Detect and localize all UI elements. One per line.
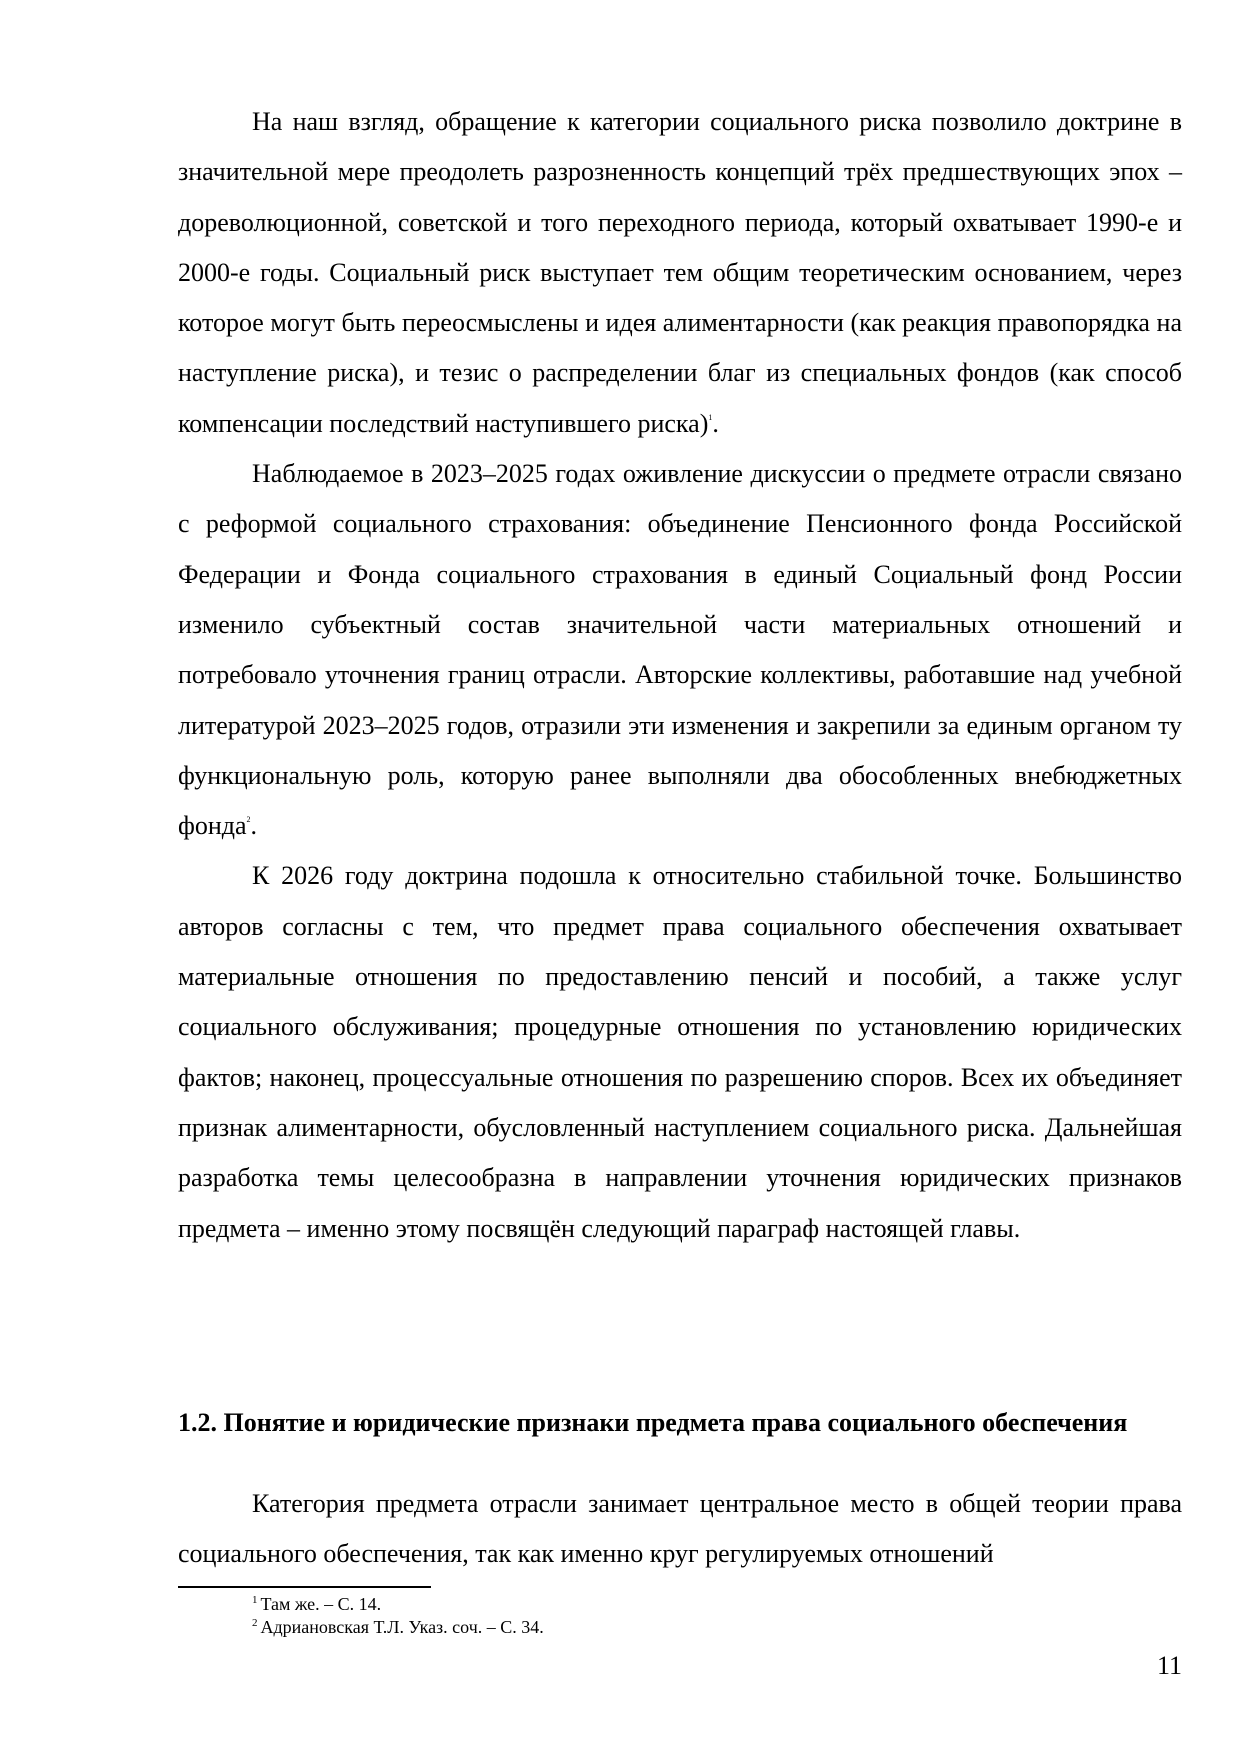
page-number: 11 xyxy=(1156,1651,1182,1680)
paragraph-2-text: Наблюдаемое в 2023–2025 годах оживление дискуссии о предмете отрасли связано с реформой социального страхования: объединение Пенсионного фонда Российской Федерации и Фонда социального страхования в единый Социальный фонд России изменило субъектный состав значительной части материальных отношений и потребовало уточнения границ отрасли. Авторские коллективы, работавшие над учебной литературой 2023–2025 годов, отразили эти изменения и закрепили за единым органом ту функциональную роль, которую ранее выполняли два обособленных внебюджетных фонда xyxy=(178,459,1182,841)
footnote-number: 2 xyxy=(252,1617,258,1629)
footnote-number: 1 xyxy=(252,1594,258,1606)
paragraph-1 xyxy=(178,97,1182,449)
paragraph-3 xyxy=(178,851,1182,1253)
paragraph-3-text: К 2026 году доктрина подошла к относительно стабильной точке. Большинство авторов согласны с тем, что предмет права социального обеспечения охватывает материальные отношения по предоставлению пенсий и пособий, а также услуг социального обслуживания; процедурные отношения по установлению юридических фактов; наконец, процессуальные отношения по разрешению споров. Всех их объединяет признак алиментарности, обусловленный наступлением социального риска. Дальнейшая разработка темы целесообразна в направлении уточнения юридических признаков предмета – именно этому посвящён следующий параграф настоящей главы. xyxy=(178,861,1182,1243)
body-text-top xyxy=(178,97,1182,1254)
footnote-text: Адриановская Т.Л. Указ. соч. – С. 34. xyxy=(260,1617,544,1637)
footnotes xyxy=(252,1593,544,1639)
paragraph-2 xyxy=(178,449,1182,851)
paragraph-4: Категория предмета отрасли занимает центральное место в общей теории права социального обеспечения, так как именно круг регулируемых отношений xyxy=(178,1489,1182,1569)
footnote-1 xyxy=(252,1593,544,1616)
footnote-ref-1[interactable]: 1 xyxy=(708,412,713,422)
body-text-after-heading xyxy=(178,1479,1182,1580)
footnote-separator xyxy=(178,1586,431,1588)
paragraph-2-tail: . xyxy=(250,811,258,841)
footnote-text: Там же. – С. 14. xyxy=(260,1594,382,1614)
footnote-2 xyxy=(252,1616,544,1639)
footnote-ref-2[interactable]: 2 xyxy=(246,815,251,825)
section-heading: 1.2. Понятие и юридические признаки предмета права социального обеспечения xyxy=(178,1408,1128,1437)
paragraph-1-text: На наш взгляд, обращение к категории социального риска позволило доктрине в значительной мере преодолеть разрозненность концепций трёх предшествующих эпох – дореволюционной, советской и того переходного периода, который охватывает 1990-е и 2000-е годы. Социальный риск выступает тем общим теоретическим основанием, через которое могут быть переосмыслены и идея алиментарности (как реакция правопорядка на наступление риска), и тезис о распределении благ из специальных фондов (как способ компенсации последствий наступившего риска) xyxy=(178,107,1182,438)
paragraph-1-tail: . xyxy=(712,408,719,438)
